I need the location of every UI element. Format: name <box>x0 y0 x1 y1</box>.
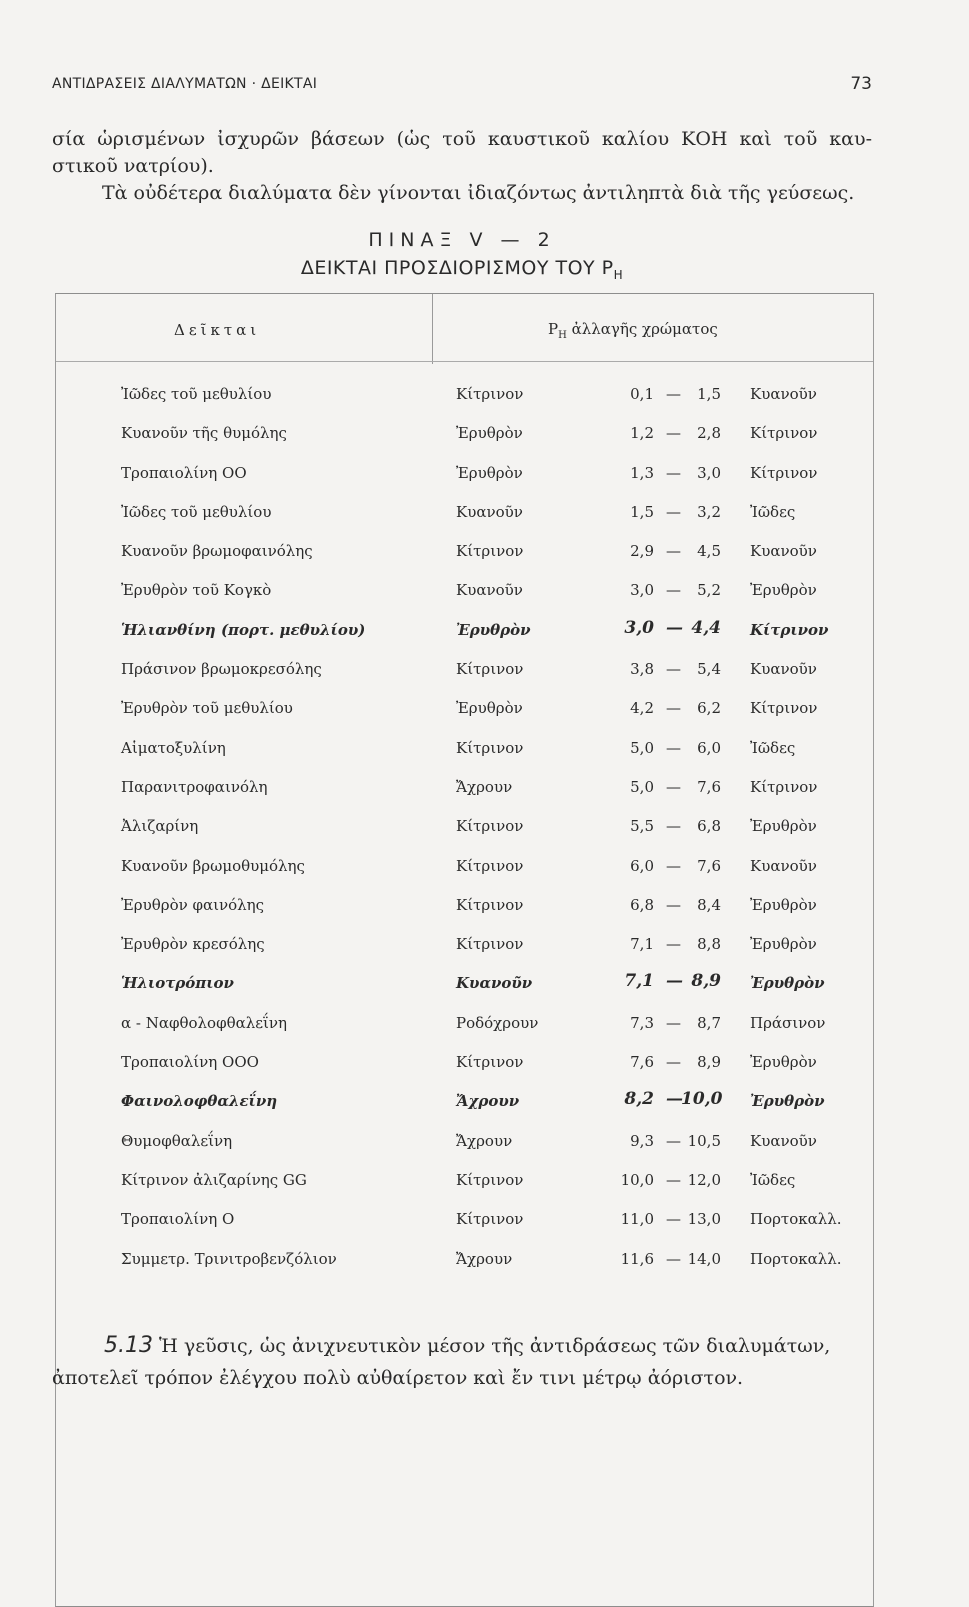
acid-color: Κίτρινον <box>456 660 524 679</box>
range-dash: — <box>666 1013 681 1032</box>
base-color: Ἐρυθρὸν <box>750 1053 817 1072</box>
acid-color: Κυανοῦν <box>456 581 523 600</box>
table-row <box>56 385 873 424</box>
table-title-text: ΔΕΙΚΤΑΙ ΠΡΟΣΔΙΟΡΙΣΜΟΥ ΤΟΥ P <box>300 257 614 279</box>
ph-low: 5,0 <box>630 777 654 796</box>
ph-high: 5,2 <box>697 581 721 600</box>
base-color: Πράσινον <box>750 1013 826 1032</box>
range-dash: — <box>666 385 681 403</box>
ph-high: 8,9 <box>697 1053 721 1072</box>
range-dash: — <box>666 542 681 561</box>
range-dash: — <box>666 971 683 992</box>
table-body <box>56 385 873 1289</box>
indicator-name: Τροπαιολίνη ΟΟΟ <box>121 1053 259 1072</box>
acid-color: Ἐρυθρὸν <box>456 463 523 482</box>
ph-high: 10,5 <box>687 1131 721 1150</box>
indicator-name: Ἐρυθρὸν τοῦ μεθυλίου <box>121 699 293 718</box>
ph-low: 3,0 <box>630 581 654 600</box>
base-color: Ἐρυθρὸν <box>750 581 817 600</box>
header-rule <box>56 361 873 362</box>
table-number: ΠΙΝΑΞ V — 2 <box>368 229 556 251</box>
ph-low: 7,1 <box>630 935 654 954</box>
header-column-divider <box>432 294 433 364</box>
indicator-name: Συμμετρ. Τρινιτροβενζόλιον <box>121 1249 337 1268</box>
indicator-name: Ἡλιανθίνη (πορτ. μεθυλίου) <box>121 620 366 639</box>
base-color: Κυανοῦν <box>750 1131 817 1150</box>
ph-high: 6,0 <box>697 738 721 757</box>
ph-low: 1,5 <box>630 502 654 521</box>
range-dash: — <box>666 1210 681 1229</box>
indicator-name: Φαινολοφθαλεΐνη <box>121 1092 278 1111</box>
ph-low: 3,0 <box>624 617 654 638</box>
acid-color: Ἄχρουν <box>456 1131 513 1150</box>
ph-high: 6,8 <box>697 817 721 836</box>
acid-color: Κίτρινον <box>456 385 524 403</box>
base-color: Κυανοῦν <box>750 542 817 561</box>
base-color: Κίτρινον <box>750 699 818 718</box>
indicator-name: Ἀλιζαρίνη <box>121 817 199 836</box>
section-line-2: ἀποτελεῖ τρόπον ἐλέγχου πολὺ αὐθαίρετον καὶ ἔν τινι μέτρῳ ἀόριστον. <box>52 1367 744 1389</box>
range-dash: — <box>666 817 681 836</box>
table-row <box>56 1250 873 1289</box>
header-ph-symbol: P <box>548 320 559 338</box>
base-color: Ἐρυθρὸν <box>750 1092 825 1111</box>
table-row <box>56 1171 873 1210</box>
acid-color: Κίτρινον <box>456 1053 524 1072</box>
ph-low: 2,9 <box>630 542 654 561</box>
ph-low: 7,6 <box>630 1053 654 1072</box>
intro-paragraph <box>52 126 872 207</box>
ph-high: 13,0 <box>687 1210 721 1229</box>
acid-color: Κίτρινον <box>456 1210 524 1229</box>
table-title <box>52 253 872 290</box>
intro-line-2: στικοῦ νατρίου). <box>52 155 214 177</box>
base-color: Κυανοῦν <box>750 385 817 403</box>
range-dash: — <box>666 1249 681 1268</box>
base-color: Ἰῶδες <box>750 502 796 521</box>
indicator-name: Ἡλιοτρόπιον <box>121 974 234 993</box>
base-color: Ἐρυθρὸν <box>750 895 817 914</box>
page-header <box>52 74 872 98</box>
acid-color: Ἄχρουν <box>456 1092 520 1111</box>
ph-low: 5,0 <box>630 738 654 757</box>
ph-high: 3,2 <box>697 502 721 521</box>
indicator-name: Ἐρυθρὸν τοῦ Κογκὸ <box>121 581 272 600</box>
range-dash: — <box>666 463 681 482</box>
acid-color: Κίτρινον <box>456 738 524 757</box>
range-dash: — <box>666 699 681 718</box>
header-ph-change <box>548 320 718 341</box>
indicator-name: Τροπαιολίνη Ο <box>121 1210 235 1229</box>
table-row <box>56 464 873 503</box>
indicator-name: Ἰῶδες τοῦ μεθυλίου <box>121 385 272 403</box>
page-number: 73 <box>850 74 872 94</box>
section-paragraph <box>52 1330 872 1394</box>
table-row <box>56 1053 873 1092</box>
range-dash: — <box>666 738 681 757</box>
ph-high: 8,7 <box>697 1013 721 1032</box>
indicator-name: Κυανοῦν βρωμοφαινόλης <box>121 542 313 561</box>
acid-color: Ἄχρουν <box>456 1249 513 1268</box>
intro-line-1: σία ὡρισμένων ἰσχυρῶν βάσεων (ὡς τοῦ καυστικοῦ καλίου ΚΟΗ καὶ τοῦ καυ- <box>52 128 872 150</box>
acid-color: Κίτρινον <box>456 856 524 875</box>
acid-color: Κίτρινον <box>456 895 524 914</box>
ph-high: 8,8 <box>697 935 721 954</box>
header-ph-subscript: H <box>558 330 567 341</box>
acid-color: Κυανοῦν <box>456 502 523 521</box>
range-dash: — <box>666 856 681 875</box>
indicator-name: α - Ναφθολοφθαλεΐνη <box>121 1013 288 1032</box>
ph-high: 4,4 <box>691 617 721 638</box>
table-row <box>56 660 873 699</box>
acid-color: Κίτρινον <box>456 1170 524 1189</box>
ph-low: 11,0 <box>620 1210 654 1229</box>
header-indicators: Δεῖκται <box>174 321 261 339</box>
section-line-1: Ἡ γεῦσις, ὡς ἀνιχνευτικὸν μέσον τῆς ἀντιδράσεως τῶν διαλυμάτων, <box>158 1335 831 1357</box>
ph-low: 3,8 <box>630 660 654 679</box>
table-row <box>56 617 873 660</box>
acid-color: Ροδόχρουν <box>456 1013 539 1032</box>
table-row <box>56 503 873 542</box>
indicator-name: Ἰῶδες τοῦ μεθυλίου <box>121 502 272 521</box>
ph-high: 1,5 <box>697 385 721 403</box>
base-color: Ἰῶδες <box>750 1170 796 1189</box>
ph-low: 6,0 <box>630 856 654 875</box>
acid-color: Κίτρινον <box>456 817 524 836</box>
range-dash: — <box>666 777 681 796</box>
range-dash: — <box>666 581 681 600</box>
ph-low: 1,3 <box>630 463 654 482</box>
table-row <box>56 971 873 1013</box>
base-color: Πορτοκαλλ. <box>750 1249 842 1268</box>
range-dash: — <box>666 424 681 443</box>
ph-low: 4,2 <box>630 699 654 718</box>
indicator-name: Τροπαιολίνη ΟΟ <box>121 463 247 482</box>
indicator-name: Παρανιτροφαινόλη <box>121 777 268 796</box>
ph-high: 7,6 <box>697 856 721 875</box>
ph-high: 6,2 <box>697 699 721 718</box>
indicator-name: Κυανοῦν βρωμοθυμόλης <box>121 856 305 875</box>
ph-high: 12,0 <box>687 1170 721 1189</box>
acid-color: Κίτρινον <box>456 542 524 561</box>
range-dash: — <box>666 1053 681 1072</box>
indicator-name: Πράσινον βρωμοκρεσόλης <box>121 660 322 679</box>
table-row <box>56 1089 873 1131</box>
indicator-name: Κυανοῦν τῆς θυμόλης <box>121 424 287 443</box>
base-color: Κυανοῦν <box>750 856 817 875</box>
ph-high: 10,0 <box>681 1089 723 1110</box>
table-row <box>56 857 873 896</box>
table-title-subscript: H <box>613 267 624 282</box>
table-row <box>56 896 873 935</box>
table-caption <box>52 227 872 290</box>
range-dash: — <box>666 1131 681 1150</box>
range-dash: — <box>666 617 683 638</box>
intro-line-3: Τὰ οὐδέτερα διαλύματα δὲν γίνονται ἰδιαζόντως ἀντιληπτὰ διὰ τῆς γεύσεως. <box>102 182 855 204</box>
table-row <box>56 817 873 856</box>
ph-low: 1,2 <box>630 424 654 443</box>
base-color: Κυανοῦν <box>750 660 817 679</box>
base-color: Ἰῶδες <box>750 738 796 757</box>
acid-color: Ἐρυθρὸν <box>456 699 523 718</box>
table-row <box>56 699 873 738</box>
ph-high: 2,8 <box>697 424 721 443</box>
indicator-table <box>55 293 874 1607</box>
ph-high: 7,6 <box>697 777 721 796</box>
table-row <box>56 1014 873 1053</box>
acid-color: Κίτρινον <box>456 935 524 954</box>
acid-color: Ἄχρουν <box>456 777 513 796</box>
ph-low: 6,8 <box>630 895 654 914</box>
ph-high: 4,5 <box>697 542 721 561</box>
indicator-name: Αἱματοξυλίνη <box>121 738 226 757</box>
table-row <box>56 581 873 620</box>
base-color: Κίτρινον <box>750 424 818 443</box>
table-row <box>56 1132 873 1171</box>
ph-low: 8,2 <box>624 1089 654 1110</box>
table-row <box>56 542 873 581</box>
base-color: Ἐρυθρὸν <box>750 935 817 954</box>
ph-high: 5,4 <box>697 660 721 679</box>
table-row <box>56 935 873 974</box>
ph-low: 0,1 <box>630 385 654 403</box>
ph-low: 9,3 <box>630 1131 654 1150</box>
indicator-name: Θυμοφθαλεΐνη <box>121 1131 233 1150</box>
header-color-change: ἀλλαγῆς χρώματος <box>571 320 718 338</box>
indicator-name: Κίτρινον ἀλιζαρίνης GG <box>121 1170 307 1189</box>
base-color: Πορτοκαλλ. <box>750 1210 842 1229</box>
base-color: Κίτρινον <box>750 620 829 639</box>
range-dash: — <box>666 1089 683 1110</box>
range-dash: — <box>666 1170 681 1189</box>
range-dash: — <box>666 502 681 521</box>
base-color: Ἐρυθρὸν <box>750 817 817 836</box>
table-row <box>56 778 873 817</box>
table-row <box>56 424 873 463</box>
base-color: Ἐρυθρὸν <box>750 974 825 993</box>
table-row <box>56 1210 873 1249</box>
ph-high: 14,0 <box>687 1249 721 1268</box>
base-color: Κίτρινον <box>750 777 818 796</box>
ph-high: 8,4 <box>697 895 721 914</box>
ph-low: 11,6 <box>620 1249 654 1268</box>
range-dash: — <box>666 935 681 954</box>
ph-high: 8,9 <box>691 971 721 992</box>
ph-low: 5,5 <box>630 817 654 836</box>
range-dash: — <box>666 660 681 679</box>
ph-high: 3,0 <box>697 463 721 482</box>
indicator-name: Ἐρυθρὸν κρεσόλης <box>121 935 265 954</box>
running-head: ΑΝΤΙΔΡΑΣΕΙΣ ΔΙΑΛΥΜΑΤΩΝ · ΔΕΙΚΤΑΙ <box>52 76 318 92</box>
ph-low: 7,3 <box>630 1013 654 1032</box>
acid-color: Κυανοῦν <box>456 974 533 993</box>
range-dash: — <box>666 895 681 914</box>
indicator-name: Ἐρυθρὸν φαινόλης <box>121 895 265 914</box>
table-row <box>56 739 873 778</box>
acid-color: Ἐρυθρὸν <box>456 620 531 639</box>
section-number: 5.13 <box>104 1333 153 1358</box>
ph-low: 7,1 <box>624 971 654 992</box>
base-color: Κίτρινον <box>750 463 818 482</box>
acid-color: Ἐρυθρὸν <box>456 424 523 443</box>
ph-low: 10,0 <box>620 1170 654 1189</box>
